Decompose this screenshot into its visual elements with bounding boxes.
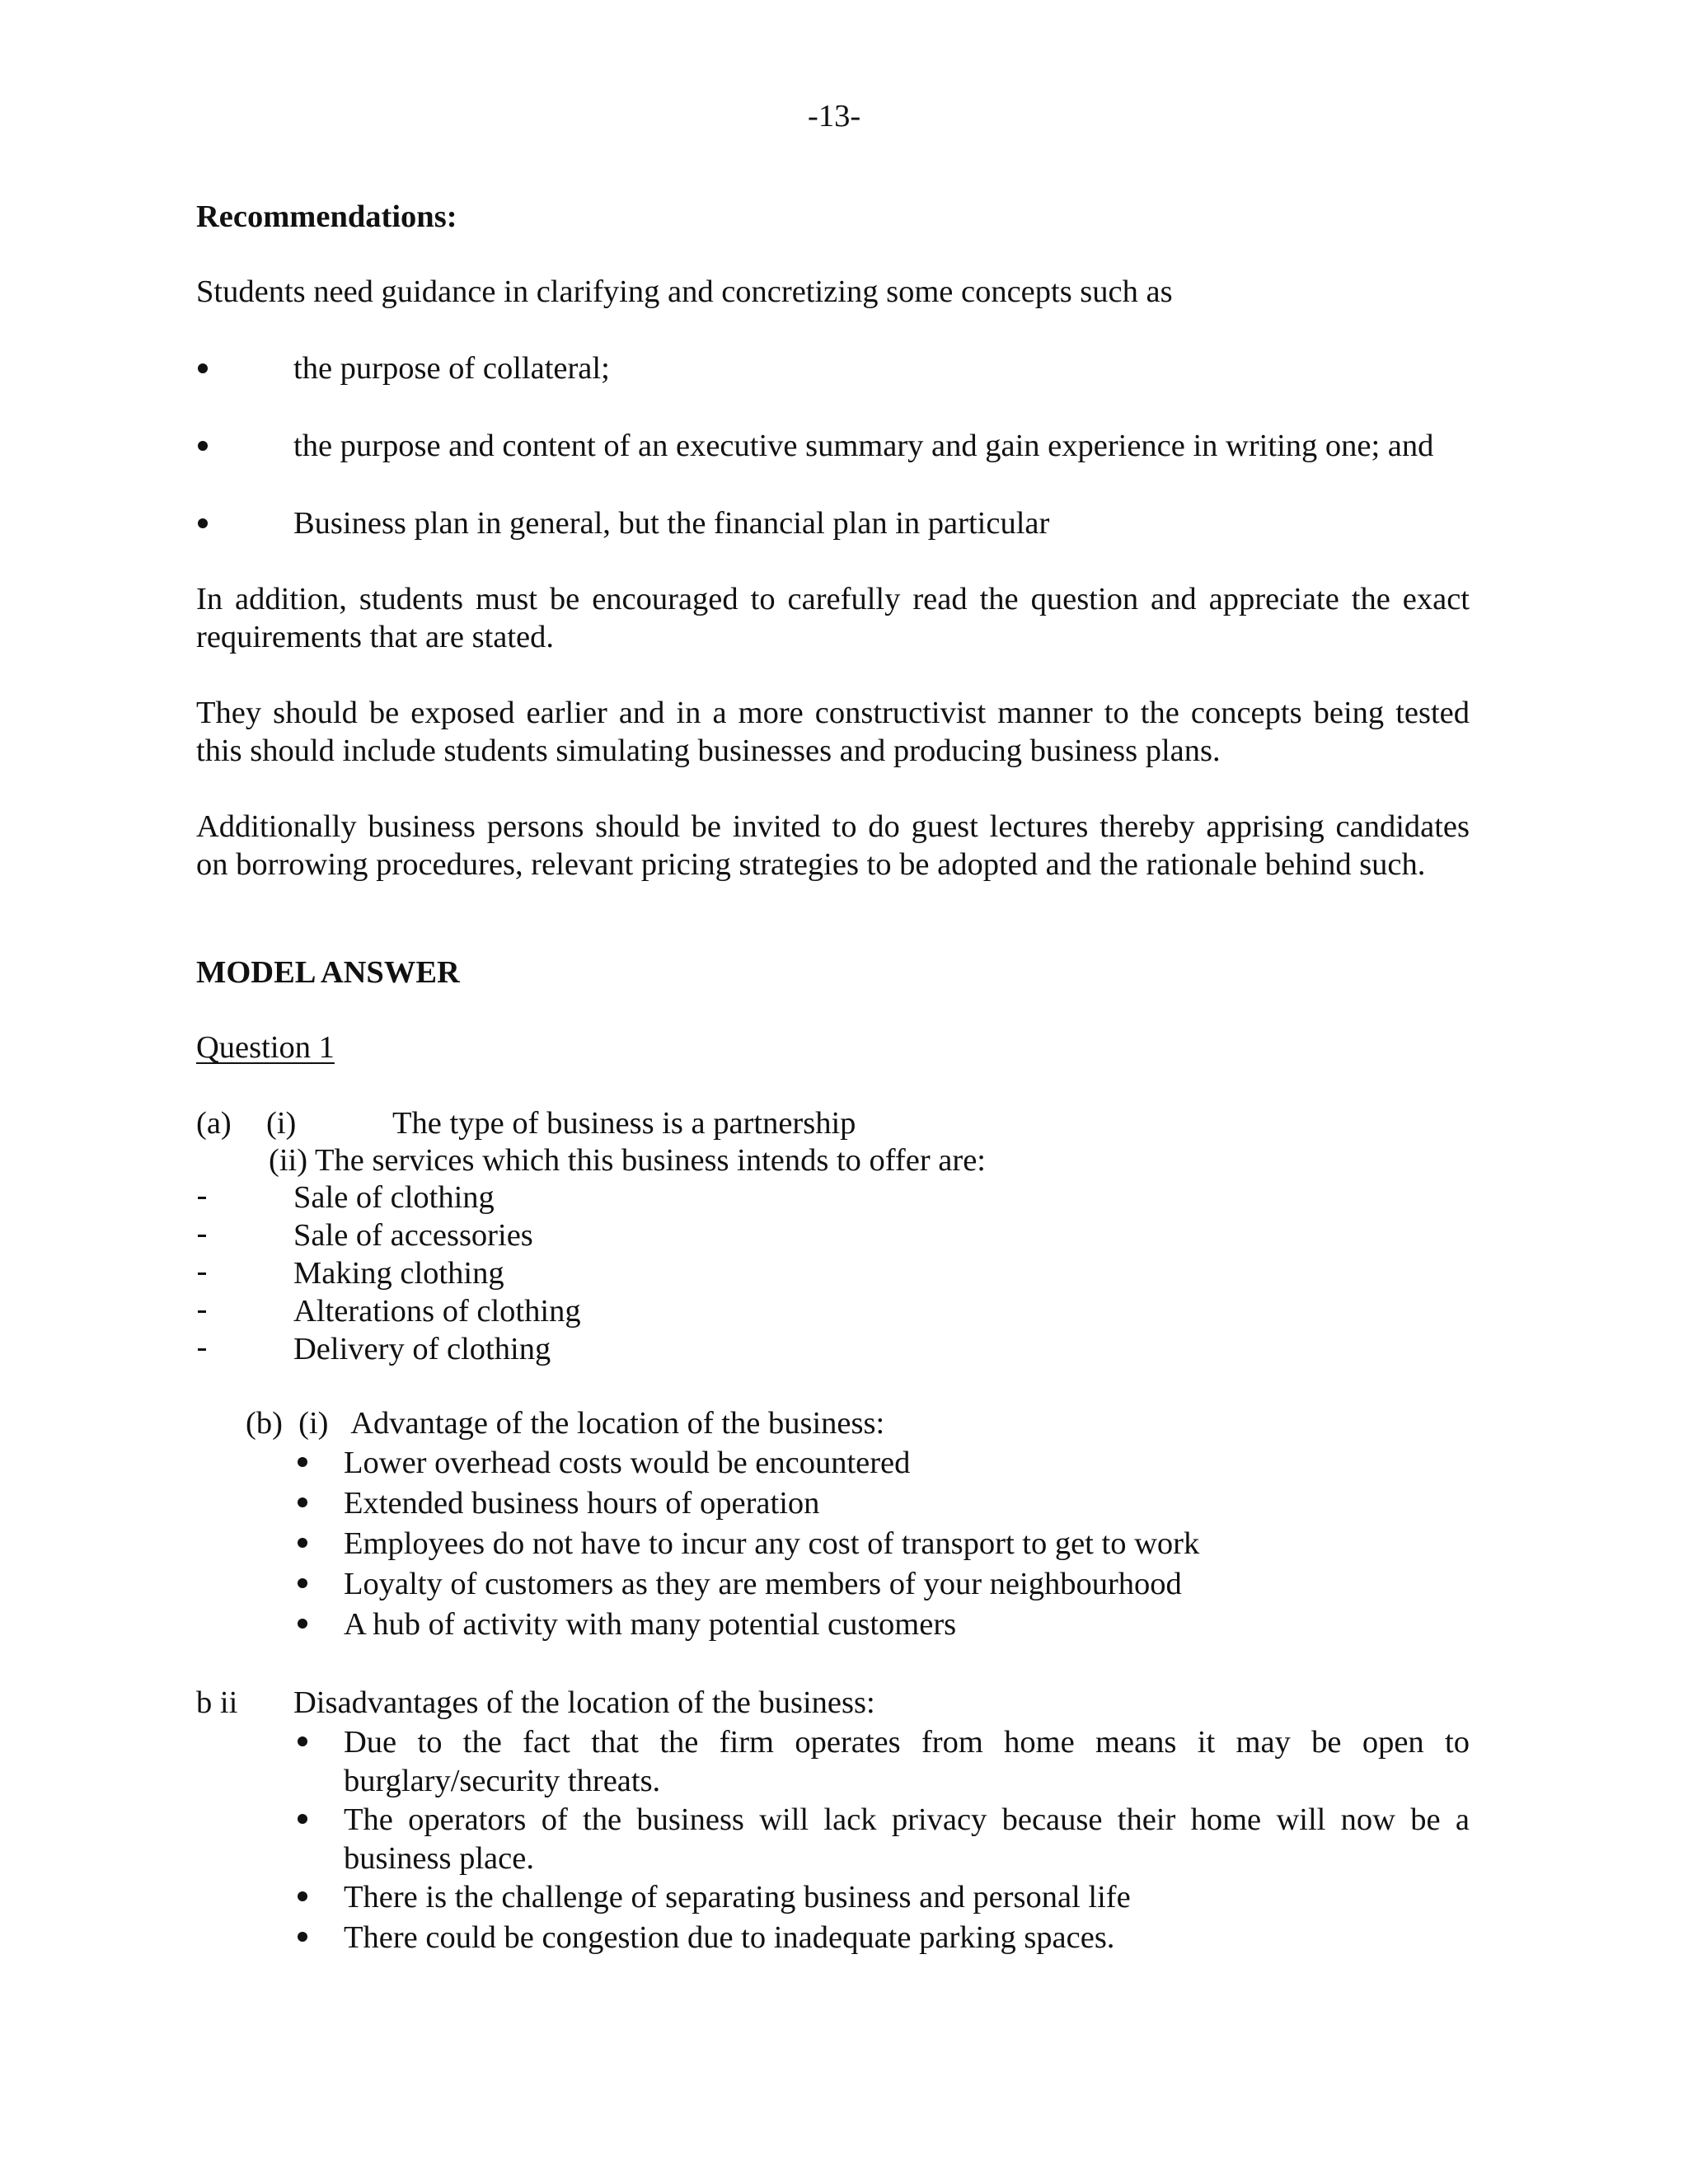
advantage-item: Employees do not have to incur any cost of transport to get to work: [344, 1526, 1200, 1561]
recommendation-bullet-item: the purpose of collateral;: [293, 351, 610, 386]
bullet-icon: [198, 363, 208, 373]
dash-icon: [198, 1197, 206, 1199]
bullet-icon: [198, 518, 208, 528]
advantage-item: Loyalty of customers as they are members of your neighbourhood: [344, 1567, 1182, 1601]
bullet-icon: [298, 1497, 307, 1507]
paragraph-line: requirements that are stated.: [196, 620, 555, 654]
dash-icon: [198, 1272, 206, 1275]
model-answer-heading: MODEL ANSWER: [196, 955, 460, 990]
dash-icon: [198, 1310, 206, 1313]
part-a-i-label: (i): [266, 1106, 297, 1141]
page-number: -13-: [808, 99, 861, 134]
bullet-icon: [298, 1814, 307, 1824]
service-item: Sale of accessories: [293, 1218, 533, 1253]
bullet-icon: [298, 1891, 307, 1901]
bullet-icon: [298, 1932, 307, 1942]
recommendations-heading: Recommendations:: [196, 199, 457, 234]
service-item: Alterations of clothing: [293, 1294, 581, 1329]
bullet-icon: [298, 1538, 307, 1548]
advantage-item: Lower overhead costs would be encountered: [344, 1446, 911, 1480]
bullet-icon: [198, 441, 208, 451]
disadvantage-item: Due to the fact that the firm operates from home means it may be open to: [344, 1725, 1470, 1760]
disadvantage-item-continued: burglary/security threats.: [344, 1764, 661, 1798]
paragraph-line: Additionally business persons should be invited to do guest lectures thereby apprising candidates: [196, 809, 1470, 844]
disadvantage-item: There could be congestion due to inadequate parking spaces.: [344, 1920, 1115, 1955]
paragraph-line: this should include students simulating businesses and producing business plans.: [196, 733, 1221, 768]
bullet-icon: [298, 1457, 307, 1467]
part-b-ii-label: b ii: [196, 1685, 238, 1720]
service-item: Making clothing: [293, 1256, 504, 1291]
dash-icon: [198, 1348, 206, 1351]
paragraph-line: They should be exposed earlier and in a more constructivist manner to the concepts being tested: [196, 696, 1470, 730]
question-heading: Question 1: [196, 1030, 335, 1065]
advantage-item: Extended business hours of operation: [344, 1486, 820, 1521]
recommendations-intro: Students need guidance in clarifying and concretizing some concepts such as: [196, 274, 1173, 309]
disadvantage-item: The operators of the business will lack privacy because their home will now be a: [344, 1802, 1470, 1837]
part-b-ii-heading: Disadvantages of the location of the business:: [293, 1685, 875, 1720]
service-item: Delivery of clothing: [293, 1332, 551, 1366]
dash-icon: [198, 1235, 206, 1237]
bullet-icon: [298, 1736, 307, 1746]
advantage-item: A hub of activity with many potential customers: [344, 1607, 957, 1642]
part-a-i-text: The type of business is a partnership: [392, 1106, 856, 1141]
paragraph-line: In addition, students must be encouraged to carefully read the question and appreciate the exact: [196, 582, 1470, 616]
disadvantage-item: There is the challenge of separating business and personal life: [344, 1880, 1131, 1915]
recommendation-bullet-item: Business plan in general, but the financial plan in particular: [293, 506, 1050, 541]
paragraph-line: on borrowing procedures, relevant pricing strategies to be adopted and the rationale behind such.: [196, 847, 1426, 882]
recommendation-bullet-item: the purpose and content of an executive summary and gain experience in writing one; and: [293, 429, 1434, 463]
bullet-icon: [298, 1619, 307, 1629]
service-item: Sale of clothing: [293, 1180, 495, 1215]
part-a-label: (a): [196, 1106, 232, 1141]
part-b-i-heading: (b) (i) Advantage of the location of the business:: [246, 1406, 885, 1441]
disadvantage-item-continued: business place.: [344, 1841, 534, 1876]
bullet-icon: [298, 1578, 307, 1588]
part-a-ii-text: (ii) The services which this business intends to offer are:: [269, 1143, 986, 1178]
